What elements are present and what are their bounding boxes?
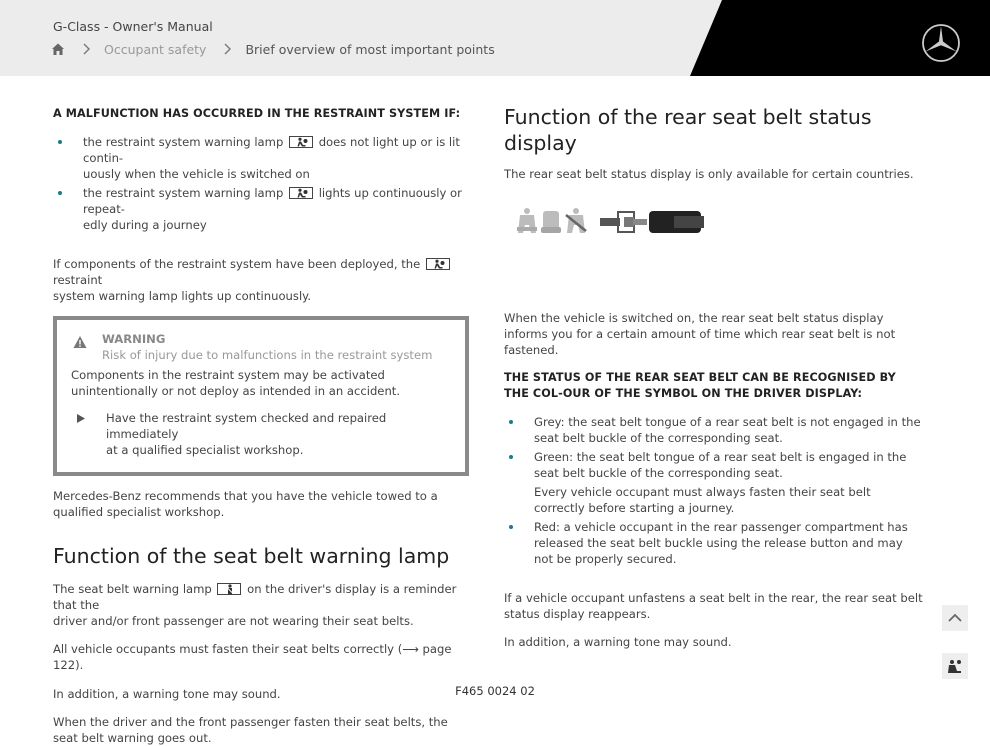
warning-box — [53, 316, 469, 476]
chevron-up-icon — [942, 605, 968, 631]
warning-body: Components in the restraint system may be activated unintentionally or not deploy as intended in an accident. — [71, 368, 401, 398]
airbag-warning-icon — [426, 258, 450, 270]
list-item: Grey: the seat belt tongue of a rear seat belt is not engaged in the seat belt buckle of the corresponding seat. — [504, 414, 924, 446]
mercedes-star-logo[interactable] — [921, 23, 961, 63]
seatbelt-paragraph-1: The seat belt warning lamp on the driver's display is a reminder that the driver and/or front passenger are not wearing their seat belts. — [53, 582, 457, 628]
seatbelt-heading: Function of the seat belt warning lamp — [53, 544, 450, 568]
tone-paragraph: In addition, a warning tone may sound. — [504, 635, 732, 649]
breadcrumb-current: Brief overview of most important points — [245, 41, 495, 57]
rear-belt-heading: Function of the rear seat belt status display — [504, 105, 872, 155]
seatbelt-paragraph-2: All vehicle occupants must fasten their seat belts correctly (⟶ page 122). — [53, 642, 452, 672]
arrow-right-icon — [75, 414, 87, 423]
doc-title: G-Class - Owner's Manual — [53, 19, 213, 34]
left-column — [53, 95, 469, 746]
rear-seat-belt-status-illustration — [514, 205, 709, 240]
airbag-warning-icon — [289, 187, 313, 199]
warning-title: WARNING — [102, 332, 166, 346]
seatbelt-nav-icon — [942, 653, 968, 679]
list-item: Red: a vehicle occupant in the rear passenger compartment has released the seat belt buckle using the release button and may not be properly secured. — [504, 519, 924, 567]
right-column — [504, 95, 924, 650]
list-item: the restraint system warning lamp does not light up or is lit contin- uously when the vehicle is switched on — [53, 134, 469, 182]
towed-paragraph: Mercedes-Benz recommends that you have the vehicle towed to a qualified specialist workshop. — [53, 489, 438, 519]
chevron-right-icon — [222, 42, 232, 56]
warning-triangle-icon — [73, 335, 87, 349]
status-list — [504, 414, 924, 567]
green-note: Every vehicle occupant must always fasten their seat belt correctly before starting a journey. — [534, 485, 871, 515]
figure-code: F465 0024 02 — [455, 684, 535, 698]
list-item: the restraint system warning lamp lights up continuously or repeat- edly during a journey — [53, 185, 469, 233]
back-to-top-button[interactable] — [942, 605, 968, 631]
status-heading: THE STATUS OF THE REAR SEAT BELT CAN BE RECOGNISED BY THE COL-OUR OF THE SYMBOL ON THE DRIVER DISPLAY: — [504, 371, 896, 400]
breadcrumb — [51, 41, 495, 57]
page-header — [0, 0, 990, 76]
seatbelt-paragraph-3: In addition, a warning tone may sound. — [53, 687, 281, 701]
seatbelt-paragraph-4: When the driver and the front passenger fasten their seat belts, the seat belt warning goes out. — [53, 715, 448, 745]
malfunction-heading: A MALFUNCTION HAS OCCURRED IN THE RESTRAINT SYSTEM IF: — [53, 107, 461, 120]
warning-header — [71, 331, 451, 363]
unfastens-paragraph: If a vehicle occupant unfastens a seat belt in the rear, the rear seat belt status display reappears. — [504, 591, 923, 621]
warning-action: Have the restraint system checked and repaired immediately at a qualified specialist workshop. — [71, 410, 451, 458]
list-item: Green: the seat belt tongue of a rear seat belt is engaged in the seat belt buckle of the corresponding seat. Every vehicle occupant must always fasten their seat belt correctly before starting a journey. — [504, 449, 924, 516]
switched-on-paragraph: When the vehicle is switched on, the rear seat belt status display informs you for a certain amount of time which rear seat belt is not fastened. — [504, 311, 896, 357]
malfunction-list — [53, 134, 469, 233]
warning-risk: Risk of injury due to malfunctions in the restraint system — [102, 348, 433, 362]
airbag-warning-icon — [289, 136, 313, 148]
deploy-paragraph: If components of the restraint system have been deployed, the restraint system warning lamp lights up continuously. — [53, 256, 469, 304]
breadcrumb-occupant-safety[interactable]: Occupant safety — [104, 41, 207, 57]
home-icon[interactable] — [51, 42, 65, 56]
availability-paragraph: The rear seat belt status display is only available for certain countries. — [504, 167, 914, 181]
seatbelt-nav-button[interactable] — [942, 653, 968, 679]
seatbelt-warning-icon — [217, 583, 241, 595]
chevron-right-icon — [81, 42, 91, 56]
